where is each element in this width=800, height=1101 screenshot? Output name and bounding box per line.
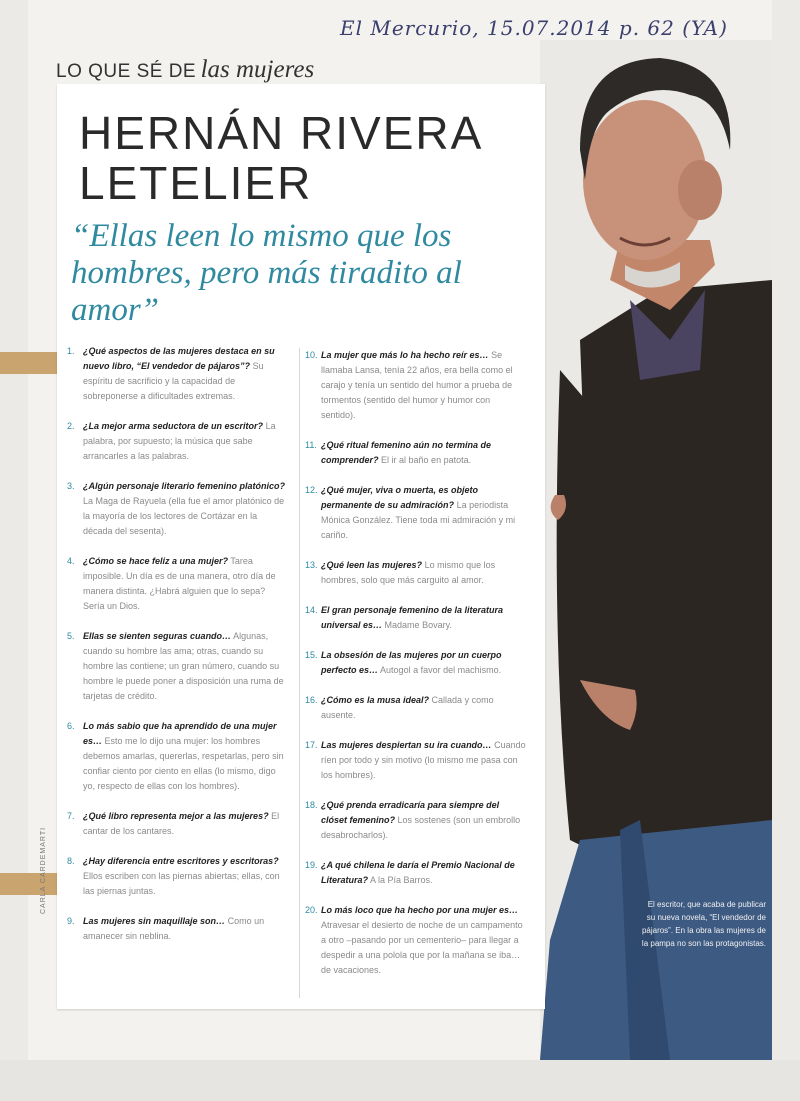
- name-line-2: LETELIER: [79, 157, 313, 209]
- qa-question: Las mujeres despiertan su ira cuando…: [321, 740, 492, 750]
- qa-answer: El cantar de los cantares.: [83, 811, 280, 836]
- qa-question: Ellas se sienten seguras cuando…: [83, 631, 232, 641]
- qa-question: ¿Cómo es la musa ideal?: [321, 695, 430, 705]
- qa-number: 12.: [305, 485, 318, 495]
- interview-card: [57, 84, 545, 1009]
- headline-quote: “Ellas leen lo mismo que los hombres, pero más tiradito al amor”: [71, 218, 462, 328]
- wall-rail-left: [0, 352, 60, 374]
- qa-item: [67, 914, 289, 944]
- qa-item: [67, 629, 289, 704]
- qa-answer: Su espíritu de sacrificio y la capacidad de sobreponerse a dificultades extremas.: [83, 361, 264, 401]
- qa-item: [305, 648, 527, 678]
- qa-question: La obsesión de las mujeres por un cuerpo perfecto es…: [321, 650, 502, 675]
- qa-answer: La periodista Mónica González. Tiene toda mi admiración y mi cariño.: [321, 500, 516, 540]
- qa-item: [67, 479, 289, 539]
- qa-question: ¿Hay diferencia entre escritores y escritoras?: [83, 856, 279, 866]
- qa-answer: Autogol a favor del machismo.: [380, 665, 502, 675]
- qa-item: [67, 419, 289, 464]
- qa-answer: Lo mismo que los hombres, solo que más carguito al amor.: [321, 560, 496, 585]
- qa-question: ¿Qué aspectos de las mujeres destaca en su nuevo libro, “El vendedor de pájaros”?: [83, 346, 275, 371]
- wall-rail-lower: [0, 873, 60, 895]
- qa-question: Lo más loco que ha hecho por una mujer es…: [321, 905, 519, 915]
- qa-answer: Los sostenes (son un embrollo desabrocharlos).: [321, 815, 521, 840]
- qa-item: [305, 738, 527, 783]
- qa-question: La mujer que más lo ha hecho reír es…: [321, 350, 489, 360]
- qa-question: ¿Cómo se hace feliz a una mujer?: [83, 556, 229, 566]
- qa-item: [67, 854, 289, 899]
- qa-number: 3.: [67, 481, 75, 491]
- qa-number: 7.: [67, 811, 75, 821]
- qa-question: ¿Algún personaje literario femenino platónico?: [83, 481, 286, 491]
- qa-answer: Madame Bovary.: [384, 620, 452, 630]
- qa-answer: Esto me lo dijo una mujer: los hombres debemos amarlas, quererlas, respetarlas, pero sin confiar ciento por ciento en ellas (lo mismo, digo yo, respecto de ellas con los hombres).: [83, 736, 284, 791]
- qa-item: [305, 798, 527, 843]
- qa-number: 4.: [67, 556, 75, 566]
- qa-answer: Cuando ríen por todo y sin motivo (lo mismo me pasa con los hombres).: [321, 740, 526, 780]
- qa-number: 19.: [305, 860, 318, 870]
- qa-question: Lo más sabio que ha aprendido de una mujer es…: [83, 721, 277, 746]
- qa-number: 20.: [305, 905, 318, 915]
- qa-number: 18.: [305, 800, 318, 810]
- qa-item: [305, 903, 527, 978]
- column-divider: [299, 348, 300, 998]
- qa-number: 13.: [305, 560, 318, 570]
- qa-number: 16.: [305, 695, 318, 705]
- qa-answer: Algunas, cuando su hombre las ama; otras, cuando su hombre las contiene; un gran número, cuando su hombre le puede poner a disposición una ruma de tarjetas de crédito.: [83, 631, 284, 701]
- qa-question: ¿A qué chilena le daría el Premio Nacional de Literatura?: [321, 860, 515, 885]
- qa-item: [67, 719, 289, 794]
- qa-question: ¿Qué mujer, viva o muerta, es objeto permanente de su admiración?: [321, 485, 479, 510]
- qa-number: 1.: [67, 346, 75, 356]
- qa-question: El gran personaje femenino de la literatura universal es…: [321, 605, 504, 630]
- qa-answer: Tarea imposible. Un día es de una manera, otro día de manera distinta. ¿Habrá alguien que lo sepa? Sería un Dios.: [83, 556, 276, 611]
- qa-item: [305, 603, 527, 633]
- qa-number: 17.: [305, 740, 318, 750]
- qa-question: ¿Qué prenda erradicaría para siempre del clóset femenino?: [321, 800, 500, 825]
- qa-item: [305, 858, 527, 888]
- qa-item: [305, 348, 527, 423]
- qa-answer: Atravesar el desierto de noche de un campamento a otro –pasando por un cementerio– para llegar a despedir a una polola que por la mañana se iba… de vacaciones.: [321, 920, 523, 975]
- qa-number: 9.: [67, 916, 75, 926]
- qa-item: [305, 483, 527, 543]
- qa-item: [67, 809, 289, 839]
- qa-number: 10.: [305, 350, 318, 360]
- qa-number: 5.: [67, 631, 75, 641]
- qa-question: Las mujeres sin maquillaje son…: [83, 916, 226, 926]
- qa-item: [305, 558, 527, 588]
- qa-item: [67, 344, 289, 404]
- qa-question: ¿La mejor arma seductora de un escritor?: [83, 421, 264, 431]
- qa-answer: Se llamaba Lansa, tenía 22 años, era bella como el carajo y tenía un sentido del humor a prueba de tormentos (sentido del humor y humor con sentido).: [321, 350, 513, 420]
- photo-credit: CARLA CARDEMARTI: [40, 826, 47, 914]
- qa-answer: El ir al baño en patota.: [381, 455, 472, 465]
- qa-item: [67, 554, 289, 614]
- qa-number: 6.: [67, 721, 75, 731]
- qa-item: [305, 438, 527, 468]
- section-label: [56, 56, 314, 84]
- qa-number: 11.: [305, 440, 317, 450]
- qa-answer: La Maga de Rayuela (ella fue el amor platónico de la mayoría de los lectores de Cortázar en la década del sesenta).: [83, 496, 285, 536]
- qa-answer: A la Pía Barros.: [370, 875, 433, 885]
- scan-border: [0, 1060, 800, 1101]
- qa-answer: Ellos escriben con las piernas abiertas; ellas, con las piernas juntas.: [83, 871, 280, 896]
- qa-number: 15.: [305, 650, 318, 660]
- qa-answer: Como un amanecer sin neblina.: [83, 916, 265, 941]
- qa-answer: Callada y como ausente.: [321, 695, 494, 720]
- qa-number: 8.: [67, 856, 75, 866]
- qa-number: 2.: [67, 421, 75, 431]
- qa-column-right: [305, 348, 527, 993]
- handwritten-note: El Mercurio, 15.07.2014 p. 62 (YA): [340, 16, 728, 40]
- photo-caption: El escritor, que acaba de publicar su nueva novela, “El vendedor de pájaros”. En la obra las mujeres de la pampa no son las protagonistas.: [641, 900, 766, 948]
- qa-question: ¿Qué libro representa mejor a las mujeres?: [83, 811, 269, 821]
- section-prefix: LO QUE SÉ DE: [56, 61, 197, 82]
- qa-answer: La palabra, por supuesto; la música que sabe arrancarles a las palabras.: [83, 421, 276, 461]
- name-line-1: HERNÁN RIVERA: [79, 107, 484, 159]
- qa-question: ¿Qué ritual femenino aún no termina de comprender?: [321, 440, 492, 465]
- qa-column-left: [67, 344, 289, 959]
- qa-number: 14.: [305, 605, 318, 615]
- qa-item: [305, 693, 527, 723]
- interviewee-name: [79, 108, 483, 208]
- qa-question: ¿Qué leen las mujeres?: [321, 560, 423, 570]
- section-emphasis: las mujeres: [200, 56, 315, 83]
